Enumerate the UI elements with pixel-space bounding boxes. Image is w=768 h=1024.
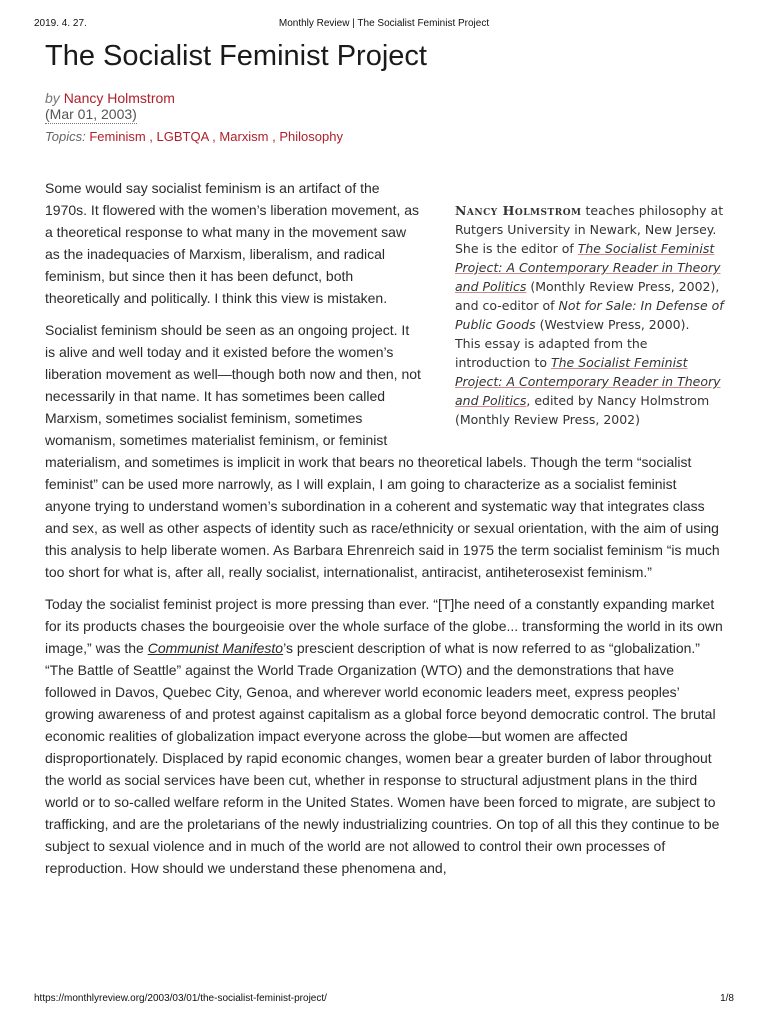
paragraph-2: Socialist feminism should be seen as an ongoing project. It is alive and well today and it existed before the women’s liberation movement as well—though both now and then, not necessarily in that name. It has sometimes been called Marxism, sometimes socialist feminism, sometimes womanism, sometimes materialist feminism, or feminist materialism, and sometimes is implicit in work that bears no theoretical labels. Though the term “socialist feminist” can be used more narrowly, as I will explain, I am going to characterize as a socialist feminist anyone trying to understand women’s subordination in a coherent and systematic way that integrates class and sex, as well as other aspects of identity such as race/ethnicity or sexual orientation, with the aim of using this analysis to help liberate women. As Barbara Ehrenreich said in 1975 the term socialist feminism “is much too short for what is, after all, really socialist, internationalist, antiracist, antiheterosexist feminism.” (45, 322, 720, 580)
topic-separator: , (208, 129, 220, 144)
topic-separator: , (145, 129, 157, 144)
print-page-title: Monthly Review | The Socialist Feminist Project (278, 18, 490, 29)
bio-text: (Westview Press, 2000). (535, 317, 690, 332)
topics-label: Topics: (45, 129, 86, 144)
bio-author-name: Nancy Holmstrom (455, 203, 582, 218)
page-number: 1/8 (720, 993, 734, 1004)
paragraph-3-text: ’s prescient description of what is now referred to as “globalization.” “The Battle of Seattle” against the World Trade Organization (WTO) and the demonstrations that have followed in Davos, Quebec City, Genoa, and wherever world economic leaders meet, express peoples’ growing awareness of and protest against capitalism as a global force beyond democratic control. The brutal economic realities of globalization impact everyone across the globe—but women are affected disproportionately. Displaced by rapid economic changes, women bear a greater burden of labor throughout the world as social services have been cut, whether in response to structural adjustment plans in the third world or to so-called welfare reform in the United States. Women have been forced to migrate, are subject to trafficking, and are the proletarians of the newly industrializing countries. On top of all this they continue to be subject to sexual violence and in much of the world are not allowed to control their own processes of reproduction. How should we understand these phenomena and, (45, 640, 720, 876)
topic-link-lgbtqa[interactable]: LGBTQA (156, 129, 209, 144)
bio-book-link[interactable]: The Socialist Feminist Project: A Contemporary Reader in Theory and Politics (455, 241, 721, 294)
by-label: by (45, 90, 60, 106)
topics (45, 128, 343, 145)
bio-book-link[interactable]: The Socialist Feminist Project: A Contemporary Reader in Theory and Politics (455, 355, 721, 408)
bio-text: teaches philosophy at Rutgers University in Newark, New Jersey. She is the editor of (455, 203, 724, 256)
byline (45, 89, 175, 107)
print-date: 2019. 4. 27. (34, 18, 87, 29)
paragraph-3-text: Today the socialist feminist project is more pressing than ever. “[T]he need of a constantly expanding market for its products chases the bourgeoisie over the whole surface of the globe... transforming the world in its own image,” was the (45, 596, 723, 656)
paragraph-3 (45, 593, 725, 879)
article-body (45, 177, 725, 889)
bio-text: This essay is adapted from the introduction to (455, 336, 648, 370)
print-footer (34, 993, 734, 1007)
topic-link-marxism[interactable]: Marxism (219, 129, 269, 144)
author-link[interactable]: Nancy Holmstrom (63, 90, 175, 106)
topic-link-feminism[interactable]: Feminism (89, 129, 146, 144)
topic-separator: , (268, 129, 280, 144)
publish-date: (Mar 01, 2003) (45, 106, 137, 122)
article-title: The Socialist Feminist Project (45, 40, 427, 72)
paragraph-1: Some would say socialist feminism is an artifact of the 1970s. It flowered with the women’s liberation movement, as a theoretical response to what many in the movement saw as the inadequacies of Marxism, liberalism, and radical feminism, but since then it has been defunct, both theoretically and politically. I think this view is mistaken. (45, 180, 420, 306)
print-header (34, 18, 734, 32)
bio-text: (Monthly Review Press, 2002), and co-editor of (455, 279, 720, 313)
topic-link-philosophy[interactable]: Philosophy (279, 129, 343, 144)
communist-manifesto-link[interactable]: Communist Manifesto (147, 640, 284, 656)
bio-book-title: Not for Sale: In Defense of Public Goods (455, 298, 724, 332)
author-bio-sidebar (455, 201, 725, 429)
bio-text: , edited by Nancy Holmstrom (Monthly Review Press, 2002) (455, 393, 710, 427)
print-url: https://monthlyreview.org/2003/03/01/the-socialist-feminist-project/ (34, 993, 327, 1004)
